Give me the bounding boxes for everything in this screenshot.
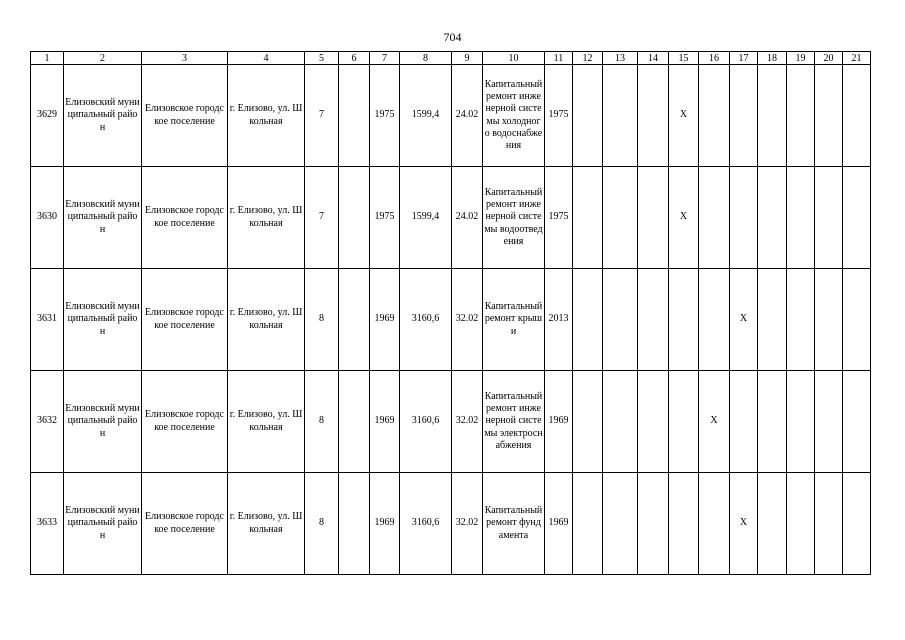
table-cell: X xyxy=(669,167,699,269)
table-cell xyxy=(758,473,787,575)
table-cell: г. Елизово, ул. Школьная xyxy=(228,473,305,575)
table-cell: 24.02 xyxy=(452,65,483,167)
column-number-header: 5 xyxy=(305,52,339,65)
column-number-header: 3 xyxy=(142,52,228,65)
table-cell: X xyxy=(669,65,699,167)
table-cell xyxy=(787,65,815,167)
table-cell xyxy=(787,473,815,575)
column-number-header: 12 xyxy=(573,52,603,65)
column-number-header: 13 xyxy=(603,52,638,65)
table-cell xyxy=(669,371,699,473)
table-cell xyxy=(730,371,758,473)
page-number: 704 xyxy=(443,30,462,44)
table-cell xyxy=(603,65,638,167)
table-cell: Елизовский муниципальный район xyxy=(64,473,142,575)
table-cell xyxy=(815,269,843,371)
table-cell: 1599,4 xyxy=(400,65,452,167)
table-cell xyxy=(815,65,843,167)
table-cell: Елизовское городское поселение xyxy=(142,167,228,269)
table-cell xyxy=(730,65,758,167)
table-cell xyxy=(815,371,843,473)
table-cell: 1975 xyxy=(370,167,400,269)
table-cell xyxy=(815,167,843,269)
table-row xyxy=(31,371,871,473)
table-cell: 3632 xyxy=(31,371,64,473)
table-cell xyxy=(758,65,787,167)
column-number-header: 6 xyxy=(339,52,370,65)
table-cell: 7 xyxy=(305,65,339,167)
table-cell: 1969 xyxy=(545,371,573,473)
table-cell: 8 xyxy=(305,473,339,575)
table-cell xyxy=(638,65,669,167)
table-cell xyxy=(815,473,843,575)
table-cell xyxy=(699,167,730,269)
table-cell xyxy=(787,167,815,269)
table-cell: 1969 xyxy=(370,473,400,575)
table-cell xyxy=(638,473,669,575)
table-cell xyxy=(573,473,603,575)
table-cell xyxy=(730,167,758,269)
table-cell: Елизовское городское поселение xyxy=(142,371,228,473)
table-cell: 32.02 xyxy=(452,269,483,371)
table-cell: г. Елизово, ул. Школьная xyxy=(228,269,305,371)
table-cell: 32.02 xyxy=(452,371,483,473)
table-cell xyxy=(573,167,603,269)
table-cell: 1599,4 xyxy=(400,167,452,269)
table-cell: г. Елизово, ул. Школьная xyxy=(228,371,305,473)
table-cell xyxy=(339,269,370,371)
table-cell: 1969 xyxy=(370,269,400,371)
table-cell xyxy=(787,371,815,473)
table-cell: 3631 xyxy=(31,269,64,371)
table-cell: 8 xyxy=(305,371,339,473)
table-cell: 1975 xyxy=(545,167,573,269)
table-cell xyxy=(843,269,871,371)
table-cell xyxy=(603,269,638,371)
table-cell xyxy=(758,167,787,269)
table-cell: г. Елизово, ул. Школьная xyxy=(228,65,305,167)
table-cell xyxy=(603,473,638,575)
table-cell: Елизовский муниципальный район xyxy=(64,167,142,269)
table-cell: X xyxy=(730,269,758,371)
table-cell xyxy=(573,371,603,473)
table-cell: 1975 xyxy=(545,65,573,167)
table-cell: 3630 xyxy=(31,167,64,269)
column-number-header: 8 xyxy=(400,52,452,65)
table-cell: Капитальный ремонт фундамента xyxy=(483,473,545,575)
table-cell: Елизовское городское поселение xyxy=(142,65,228,167)
table-cell: 3633 xyxy=(31,473,64,575)
column-number-header: 2 xyxy=(64,52,142,65)
column-number-header: 10 xyxy=(483,52,545,65)
table-row xyxy=(31,65,871,167)
table-cell: Капитальный ремонт инженерной системы водоотведения xyxy=(483,167,545,269)
table-cell xyxy=(699,473,730,575)
table-cell: Елизовский муниципальный район xyxy=(64,269,142,371)
table-row xyxy=(31,269,871,371)
table-cell xyxy=(339,371,370,473)
table-cell: 1969 xyxy=(370,371,400,473)
table-cell: 24.02 xyxy=(452,167,483,269)
table-cell: Елизовский муниципальный район xyxy=(64,371,142,473)
table-cell: 3160,6 xyxy=(400,473,452,575)
table-cell xyxy=(843,65,871,167)
table-cell xyxy=(669,473,699,575)
register-table xyxy=(30,51,871,575)
table-cell: Капитальный ремонт инженерной системы холодного водоснабжения xyxy=(483,65,545,167)
table-cell: Елизовское городское поселение xyxy=(142,473,228,575)
table-cell xyxy=(339,167,370,269)
column-number-header: 11 xyxy=(545,52,573,65)
column-number-header: 4 xyxy=(228,52,305,65)
table-cell: Елизовский муниципальный район xyxy=(64,65,142,167)
table-cell xyxy=(573,269,603,371)
table-cell: Капитальный ремонт инженерной системы электроснабжения xyxy=(483,371,545,473)
table-cell: 3629 xyxy=(31,65,64,167)
table-cell: 2013 xyxy=(545,269,573,371)
table-cell: X xyxy=(699,371,730,473)
table-body xyxy=(31,52,871,575)
column-number-header: 1 xyxy=(31,52,64,65)
table-row xyxy=(31,473,871,575)
table-cell: Елизовское городское поселение xyxy=(142,269,228,371)
table-cell xyxy=(603,371,638,473)
table-cell: 32.02 xyxy=(452,473,483,575)
table-cell xyxy=(758,269,787,371)
column-number-header: 17 xyxy=(730,52,758,65)
table-cell xyxy=(603,167,638,269)
column-number-header: 21 xyxy=(843,52,871,65)
table-cell: 7 xyxy=(305,167,339,269)
table-cell xyxy=(843,473,871,575)
table-cell xyxy=(638,371,669,473)
table-cell xyxy=(787,269,815,371)
table-row xyxy=(31,167,871,269)
table-cell xyxy=(638,167,669,269)
table-cell xyxy=(339,65,370,167)
table-cell: X xyxy=(730,473,758,575)
table-cell: 3160,6 xyxy=(400,269,452,371)
table-cell: Капитальный ремонт крыши xyxy=(483,269,545,371)
table-cell xyxy=(573,65,603,167)
column-number-header: 9 xyxy=(452,52,483,65)
column-number-header: 14 xyxy=(638,52,669,65)
column-number-header: 18 xyxy=(758,52,787,65)
table-cell xyxy=(638,269,669,371)
table-cell: 1975 xyxy=(370,65,400,167)
column-number-header: 20 xyxy=(815,52,843,65)
table-cell xyxy=(843,371,871,473)
column-number-header: 7 xyxy=(370,52,400,65)
table-cell xyxy=(699,269,730,371)
column-number-header: 15 xyxy=(669,52,699,65)
table-cell: 1969 xyxy=(545,473,573,575)
table-cell xyxy=(339,473,370,575)
table-cell: 3160,6 xyxy=(400,371,452,473)
column-number-row xyxy=(31,52,871,65)
column-number-header: 19 xyxy=(787,52,815,65)
table-cell xyxy=(758,371,787,473)
table-cell xyxy=(843,167,871,269)
table-cell xyxy=(669,269,699,371)
column-number-header: 16 xyxy=(699,52,730,65)
table-cell: 8 xyxy=(305,269,339,371)
table-cell: г. Елизово, ул. Школьная xyxy=(228,167,305,269)
table-cell xyxy=(699,65,730,167)
